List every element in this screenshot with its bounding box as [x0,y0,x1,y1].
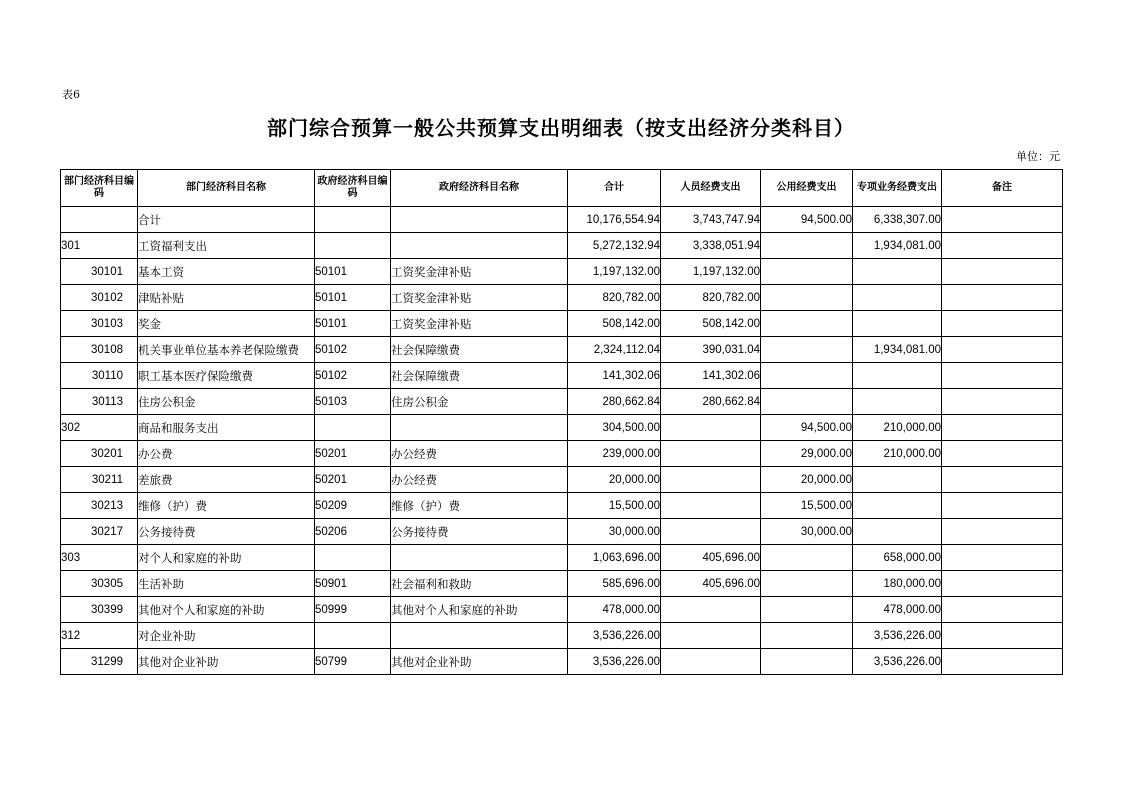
cell-personnel: 405,696.00 [661,571,761,597]
cell-remark [942,259,1063,285]
cell-public [761,285,853,311]
cell-econ-code: 30211 [61,467,138,493]
cell-public [761,571,853,597]
cell-econ-code: 30108 [61,337,138,363]
cell-gov-code [315,623,391,649]
cell-gov-name: 社会保障缴费 [391,363,568,389]
cell-special [853,519,942,545]
cell-public: 94,500.00 [761,207,853,233]
cell-gov-name: 其他对个人和家庭的补助 [391,597,568,623]
cell-total: 15,500.00 [568,493,661,519]
cell-econ-name: 津贴补贴 [138,285,315,311]
cell-remark [942,207,1063,233]
cell-econ-name: 机关事业单位基本养老保险缴费 [138,337,315,363]
cell-personnel: 390,031.04 [661,337,761,363]
cell-remark [942,441,1063,467]
cell-gov-name: 工资奖金津补贴 [391,285,568,311]
cell-public [761,649,853,675]
table-row [61,519,1063,545]
cell-special [853,493,942,519]
cell-personnel: 3,338,051.94 [661,233,761,259]
cell-public: 15,500.00 [761,493,853,519]
cell-remark [942,363,1063,389]
cell-total: 141,302.06 [568,363,661,389]
col-header-total: 合计 [568,170,661,207]
cell-total: 2,324,112.04 [568,337,661,363]
cell-gov-name [391,207,568,233]
cell-remark [942,493,1063,519]
cell-gov-name: 社会福利和救助 [391,571,568,597]
cell-special [853,389,942,415]
table-row [61,597,1063,623]
cell-personnel [661,493,761,519]
cell-econ-code: 30110 [61,363,138,389]
cell-gov-code: 50102 [315,337,391,363]
cell-public [761,545,853,571]
table-header-row [61,170,1063,207]
cell-personnel [661,597,761,623]
cell-gov-code: 50209 [315,493,391,519]
cell-gov-name: 其他对企业补助 [391,649,568,675]
table-row [61,415,1063,441]
cell-remark [942,623,1063,649]
cell-gov-code: 50103 [315,389,391,415]
cell-special: 658,000.00 [853,545,942,571]
cell-remark [942,649,1063,675]
cell-remark [942,337,1063,363]
cell-remark [942,571,1063,597]
cell-total: 820,782.00 [568,285,661,311]
cell-econ-name: 生活补助 [138,571,315,597]
cell-econ-name: 住房公积金 [138,389,315,415]
cell-econ-code: 30213 [61,493,138,519]
cell-gov-name [391,545,568,571]
cell-public: 20,000.00 [761,467,853,493]
cell-total: 280,662.84 [568,389,661,415]
cell-econ-name: 办公费 [138,441,315,467]
col-header-gov-name: 政府经济科目名称 [391,170,568,207]
cell-remark [942,389,1063,415]
cell-personnel [661,441,761,467]
table-row [61,389,1063,415]
cell-econ-code: 30217 [61,519,138,545]
col-header-remark: 备注 [942,170,1063,207]
cell-gov-code: 50102 [315,363,391,389]
cell-econ-code: 31299 [61,649,138,675]
cell-gov-name: 工资奖金津补贴 [391,311,568,337]
cell-personnel: 508,142.00 [661,311,761,337]
cell-total: 585,696.00 [568,571,661,597]
table-row [61,649,1063,675]
cell-econ-code: 302 [61,415,138,441]
table-row [61,545,1063,571]
cell-econ-name: 维修（护）费 [138,493,315,519]
cell-special: 1,934,081.00 [853,337,942,363]
table-row [61,363,1063,389]
cell-personnel: 820,782.00 [661,285,761,311]
cell-gov-name: 办公经费 [391,467,568,493]
cell-econ-name: 职工基本医疗保险缴费 [138,363,315,389]
cell-econ-code: 312 [61,623,138,649]
cell-public [761,623,853,649]
cell-personnel: 3,743,747.94 [661,207,761,233]
cell-remark [942,233,1063,259]
cell-gov-code [315,233,391,259]
cell-special [853,363,942,389]
col-header-public: 公用经费支出 [761,170,853,207]
cell-public: 30,000.00 [761,519,853,545]
cell-econ-code [61,207,138,233]
cell-special: 210,000.00 [853,415,942,441]
cell-gov-code: 50101 [315,259,391,285]
cell-gov-code [315,415,391,441]
cell-econ-name: 其他对个人和家庭的补助 [138,597,315,623]
cell-personnel: 405,696.00 [661,545,761,571]
budget-detail-table [60,169,1063,675]
cell-econ-code: 30102 [61,285,138,311]
cell-econ-code: 303 [61,545,138,571]
cell-personnel [661,519,761,545]
cell-special [853,285,942,311]
cell-public [761,233,853,259]
cell-special [853,311,942,337]
cell-econ-code: 30399 [61,597,138,623]
cell-gov-name: 维修（护）费 [391,493,568,519]
cell-public [761,363,853,389]
cell-gov-code: 50999 [315,597,391,623]
col-header-econ-code: 部门经济科目编码 [61,170,138,207]
cell-econ-name: 差旅费 [138,467,315,493]
cell-total: 3,536,226.00 [568,649,661,675]
table-row [61,441,1063,467]
col-header-gov-code: 政府经济科目编码 [315,170,391,207]
cell-special [853,467,942,493]
col-header-special: 专项业务经费支出 [853,170,942,207]
cell-total: 239,000.00 [568,441,661,467]
cell-total: 1,063,696.00 [568,545,661,571]
cell-econ-name: 工资福利支出 [138,233,315,259]
cell-econ-code: 30103 [61,311,138,337]
table-row [61,259,1063,285]
table-body [61,207,1063,675]
cell-econ-name: 商品和服务支出 [138,415,315,441]
cell-public [761,311,853,337]
table-row [61,233,1063,259]
cell-public: 29,000.00 [761,441,853,467]
cell-total: 508,142.00 [568,311,661,337]
cell-gov-code: 50206 [315,519,391,545]
cell-special [853,259,942,285]
cell-personnel [661,467,761,493]
cell-total: 5,272,132.94 [568,233,661,259]
cell-remark [942,415,1063,441]
cell-econ-name: 合计 [138,207,315,233]
cell-special: 1,934,081.00 [853,233,942,259]
cell-gov-code: 50201 [315,467,391,493]
cell-personnel [661,623,761,649]
cell-econ-name: 公务接待费 [138,519,315,545]
unit-label: 单位：元 [1016,150,1060,163]
cell-public [761,389,853,415]
cell-remark [942,285,1063,311]
cell-remark [942,519,1063,545]
cell-public [761,597,853,623]
cell-gov-name [391,233,568,259]
table-row [61,623,1063,649]
page-title: 部门综合预算一般公共预算支出明细表（按支出经济分类科目） [267,116,855,140]
cell-special: 210,000.00 [853,441,942,467]
cell-gov-code: 50201 [315,441,391,467]
cell-gov-name [391,623,568,649]
cell-personnel: 141,302.06 [661,363,761,389]
cell-econ-code: 30305 [61,571,138,597]
cell-econ-code: 30113 [61,389,138,415]
cell-public [761,259,853,285]
cell-remark [942,467,1063,493]
cell-econ-name: 对个人和家庭的补助 [138,545,315,571]
cell-gov-name: 办公经费 [391,441,568,467]
table-row [61,311,1063,337]
cell-gov-code [315,545,391,571]
cell-econ-name: 奖金 [138,311,315,337]
table-row [61,493,1063,519]
cell-remark [942,597,1063,623]
cell-gov-code: 50901 [315,571,391,597]
cell-econ-code: 30201 [61,441,138,467]
cell-personnel: 280,662.84 [661,389,761,415]
cell-total: 1,197,132.00 [568,259,661,285]
cell-special: 180,000.00 [853,571,942,597]
cell-total: 20,000.00 [568,467,661,493]
cell-gov-name: 公务接待费 [391,519,568,545]
cell-gov-code: 50101 [315,311,391,337]
cell-gov-name: 住房公积金 [391,389,568,415]
cell-econ-name: 基本工资 [138,259,315,285]
cell-total: 10,176,554.94 [568,207,661,233]
cell-special: 3,536,226.00 [853,649,942,675]
cell-total: 30,000.00 [568,519,661,545]
cell-special: 6,338,307.00 [853,207,942,233]
cell-gov-name [391,415,568,441]
cell-econ-name: 对企业补助 [138,623,315,649]
cell-special: 3,536,226.00 [853,623,942,649]
cell-gov-code: 50101 [315,285,391,311]
table-row [61,467,1063,493]
table-row [61,337,1063,363]
table-row [61,571,1063,597]
cell-remark [942,545,1063,571]
cell-public [761,337,853,363]
cell-public: 94,500.00 [761,415,853,441]
cell-personnel: 1,197,132.00 [661,259,761,285]
cell-total: 478,000.00 [568,597,661,623]
table-number: 表6 [62,88,80,101]
col-header-personnel: 人员经费支出 [661,170,761,207]
cell-gov-name: 工资奖金津补贴 [391,259,568,285]
col-header-econ-name: 部门经济科目名称 [138,170,315,207]
cell-personnel [661,415,761,441]
cell-gov-code: 50799 [315,649,391,675]
table-row [61,285,1063,311]
cell-gov-name: 社会保障缴费 [391,337,568,363]
cell-total: 304,500.00 [568,415,661,441]
cell-gov-code [315,207,391,233]
table-row [61,207,1063,233]
cell-special: 478,000.00 [853,597,942,623]
cell-total: 3,536,226.00 [568,623,661,649]
cell-econ-name: 其他对企业补助 [138,649,315,675]
cell-personnel [661,649,761,675]
cell-econ-code: 301 [61,233,138,259]
cell-econ-code: 30101 [61,259,138,285]
cell-remark [942,311,1063,337]
